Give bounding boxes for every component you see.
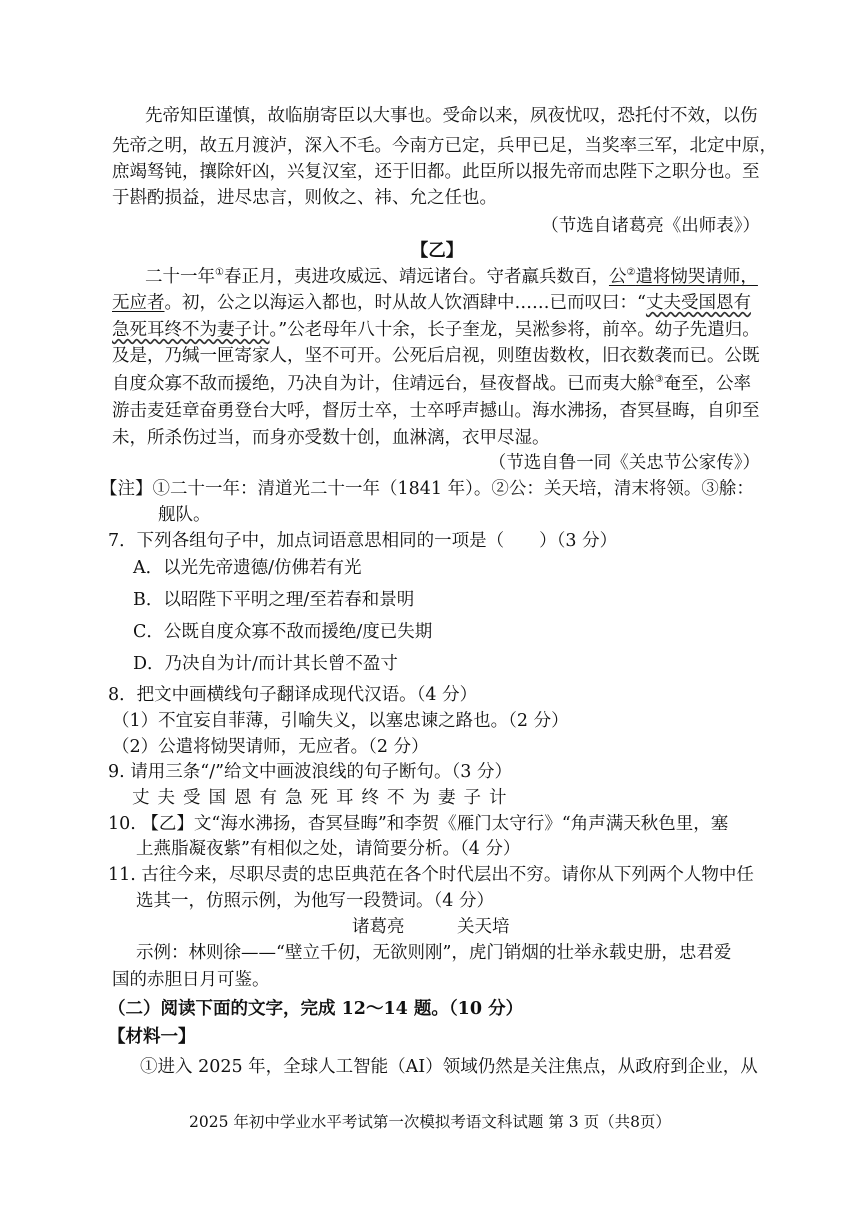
jia-line-1: 先帝知臣谨慎，故临崩寄臣以大事也。受命以来，夙夜忧叹，恐托付不效，以伤 (145, 106, 758, 126)
material-1-para: ①进入 2025 年，全球人工智能（AI）领域仍然是关注焦点，从政府到企业，从 (140, 1057, 758, 1077)
q10-line-2: 上燕脂凝夜紫”有相似之处，请简要分析。（4 分） (136, 839, 521, 859)
note-line-2: 舰队。 (158, 505, 211, 525)
yi-l5-b: 奄至，公率 (663, 373, 751, 394)
page-footer: 2025 年初中学业水平考试第一次模拟考语文科试题 第 3 页（共8页） (189, 1113, 671, 1131)
yi-line-6: 游击麦廷章奋勇登台大呼，督厉士卒，士卒呼声撼山。海水沸扬，杳冥昼晦，自卯至 (112, 401, 760, 421)
q7-option-b: B．以昭陛下平明之理/至若春和景明 (133, 590, 415, 610)
yi-underlined-sentence-start (609, 267, 758, 287)
q8-stem: 8．把文中画横线句子翻译成现代汉语。（4 分） (108, 685, 478, 705)
yi-l1-u: 公 (608, 266, 627, 287)
q9-stem: 9. 请用三条“/”给文中画波浪线的句子断句。（3 分） (108, 762, 512, 782)
yi-l5-a: 自度众寡不敌而援绝，乃决自为计，住靖远台，昼夜督战。已而夷大艅 (112, 373, 655, 394)
yi-line-4: 及是，乃缄一匣寄家人，坚不可开。公死后启视，则堕齿数枚，旧衣数袭而已。公既 (112, 346, 760, 366)
yi-line-7: 未，所杀伤过当，而身亦受数十创，血淋漓，衣甲尽湿。 (112, 428, 550, 448)
q9-sentence: 丈夫受国恩有急死耳终不为妻子计 (132, 788, 515, 808)
q7-option-c: C．公既自度众寡不敌而援绝/度已失期 (133, 622, 433, 642)
yi-l1-b: 春正月，夷进攻威远、靖远诸台。守者羸兵数百， (223, 266, 609, 287)
q10-line-1: 10. 【乙】文“海水沸扬，杳冥昼晦”和李贺《雁门太守行》“角声满天秋色里，塞 (108, 814, 729, 834)
yi-l1-u2: 遣将恸哭请师， (635, 266, 758, 287)
yi-l2-b: 。初，公之以海运入都也，时从故人饮酒肆中……已而叹曰：“ (164, 293, 646, 313)
note-mark-2: ② (626, 267, 636, 278)
jia-line-2: 先帝之明，故五月渡泸，深入不毛。今南方已定，兵甲已足，当奖率三军，北定中原， (112, 136, 777, 156)
q11-names: 诸葛亮 关天培 (352, 917, 510, 937)
yi-l3-b: 。”公老母年八十余，长子奎龙，吴淞参将，前卒。幼子先遣归。 (269, 320, 760, 340)
note-mark-3: ③ (654, 374, 664, 385)
q8-sub-2: （2）公遣将恸哭请师，无应者。（2 分） (112, 737, 429, 757)
jia-line-3: 庶竭驽钝，攘除奸凶，兴复汉室，还于旧都。此臣所以报先帝而忠陛下之职分也。至 (112, 162, 760, 182)
q7-stem: 7．下列各组句子中，加点词语意思相同的一项是（ ）（3 分） (108, 531, 618, 551)
yi-line-3 (112, 322, 762, 340)
q11-example-2: 国的赤胆日月可鉴。 (112, 970, 270, 990)
material-1-heading: 【材料一】 (108, 1027, 196, 1047)
yi-line-1 (145, 268, 795, 286)
yi-wavy-sentence-start: 丈夫受国恩有 (645, 293, 751, 313)
yi-l1-a: 二十一年 (145, 266, 215, 287)
note-line-1: 【注】①二十一年：清道光二十一年（1841 年）。②公：关天培，清末将领。③艅： (100, 479, 754, 499)
yi-line-5 (112, 375, 762, 393)
yi-wavy-sentence-end: 急死耳终不为妻子计 (112, 320, 270, 340)
q11-line-2: 选其一，仿照示例，为他写一段赞词。（4 分） (136, 891, 494, 911)
yi-line-2 (112, 295, 762, 313)
q7-option-d: D．乃决自为计/而计其长曾不盈寸 (133, 654, 398, 674)
note-mark-1: ① (215, 267, 224, 278)
jia-source: （节选自诸葛亮《出师表》） (541, 216, 760, 236)
yi-source: （节选自鲁一同《关忠节公家传》） (488, 453, 760, 473)
q11-example-1: 示例：林则徐——“壁立千仞，无欲则刚”，虎门销烟的壮举永载史册，忠君爱 (136, 943, 732, 963)
q8-sub-1: （1）不宜妄自菲薄，引喻失义，以塞忠谏之路也。（2 分） (112, 711, 569, 731)
jia-line-4: 于斟酌损益，进尽忠言，则攸之、祎、允之任也。 (112, 188, 497, 208)
yi-underlined-sentence-end: 无应者 (112, 293, 165, 313)
q11-line-1: 11. 古往今来，尽职尽责的忠臣典范在各个时代层出不穷。请你从下列两个人物中任 (108, 865, 754, 885)
yi-heading: 【乙】 (410, 241, 464, 261)
q7-option-a: A．以光先帝遗德/仿佛若有光 (133, 558, 362, 578)
section-2-heading: （二）阅读下面的文字，完成 12～14 题。（10 分） (108, 999, 524, 1019)
